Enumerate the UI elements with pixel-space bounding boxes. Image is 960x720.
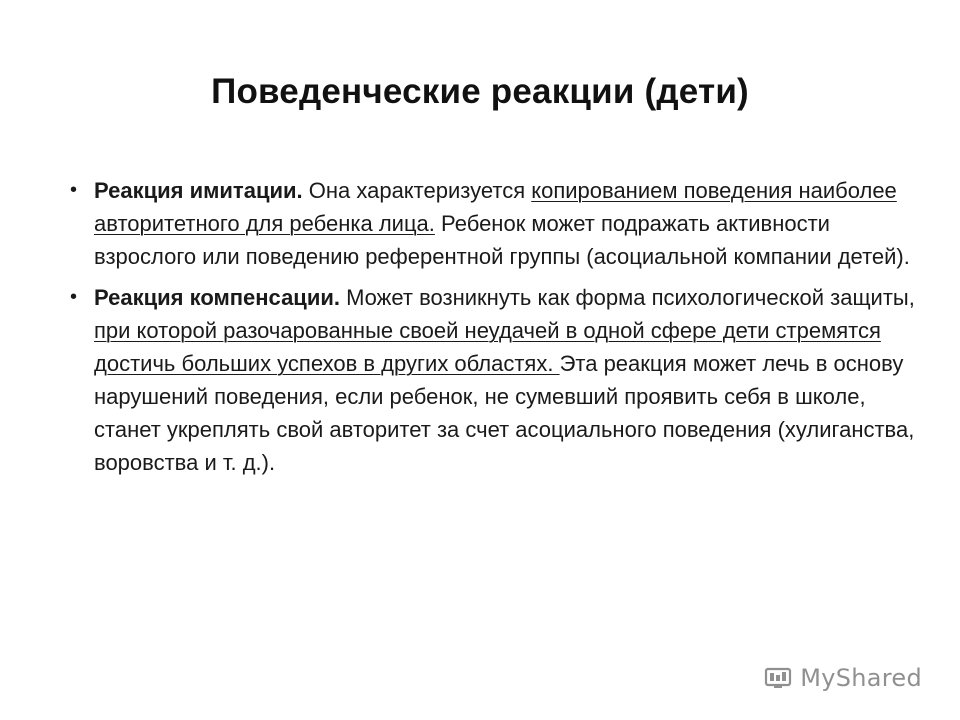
bullet-underlined-text: при которой разочарованные своей неудачей в одной сфере дети стремятся достичь больших успехов в других областях. [94,318,881,376]
bullet-text: Ребенок может подражать активности взрослого или поведению референтной группы (асоциальной компании детей). [94,211,910,269]
myshared-logo-icon [764,666,794,690]
bullet-dot-icon: • [70,286,78,308]
bullet-item-compensation [70,281,916,479]
watermark-text: MyShared [800,664,922,692]
bullet-text: Эта реакция может лечь в основу нарушений поведения, если ребенок, не сумевший проявить себя в школе, станет укреплять свой авторитет за счет асоциального поведения (хулиганства, воровства и т. д.). [94,351,915,475]
bullet-lead: Реакция компенсации. [94,285,340,310]
bullet-lead: Реакция имитации. [94,178,303,203]
bullet-dot-icon: • [70,179,78,201]
bullet-list [70,174,916,487]
bullet-text: Может возникнуть как форма психологической защиты, [340,285,915,310]
bullet-underlined-text: копированием поведения наиболее авторитетного для ребенка лица. [94,178,897,236]
bullet-item-imitation [70,174,916,273]
slide-title: Поведенческие реакции (дети) [211,72,749,111]
myshared-watermark [764,664,922,692]
bullet-text: Она характеризуется [302,178,532,203]
